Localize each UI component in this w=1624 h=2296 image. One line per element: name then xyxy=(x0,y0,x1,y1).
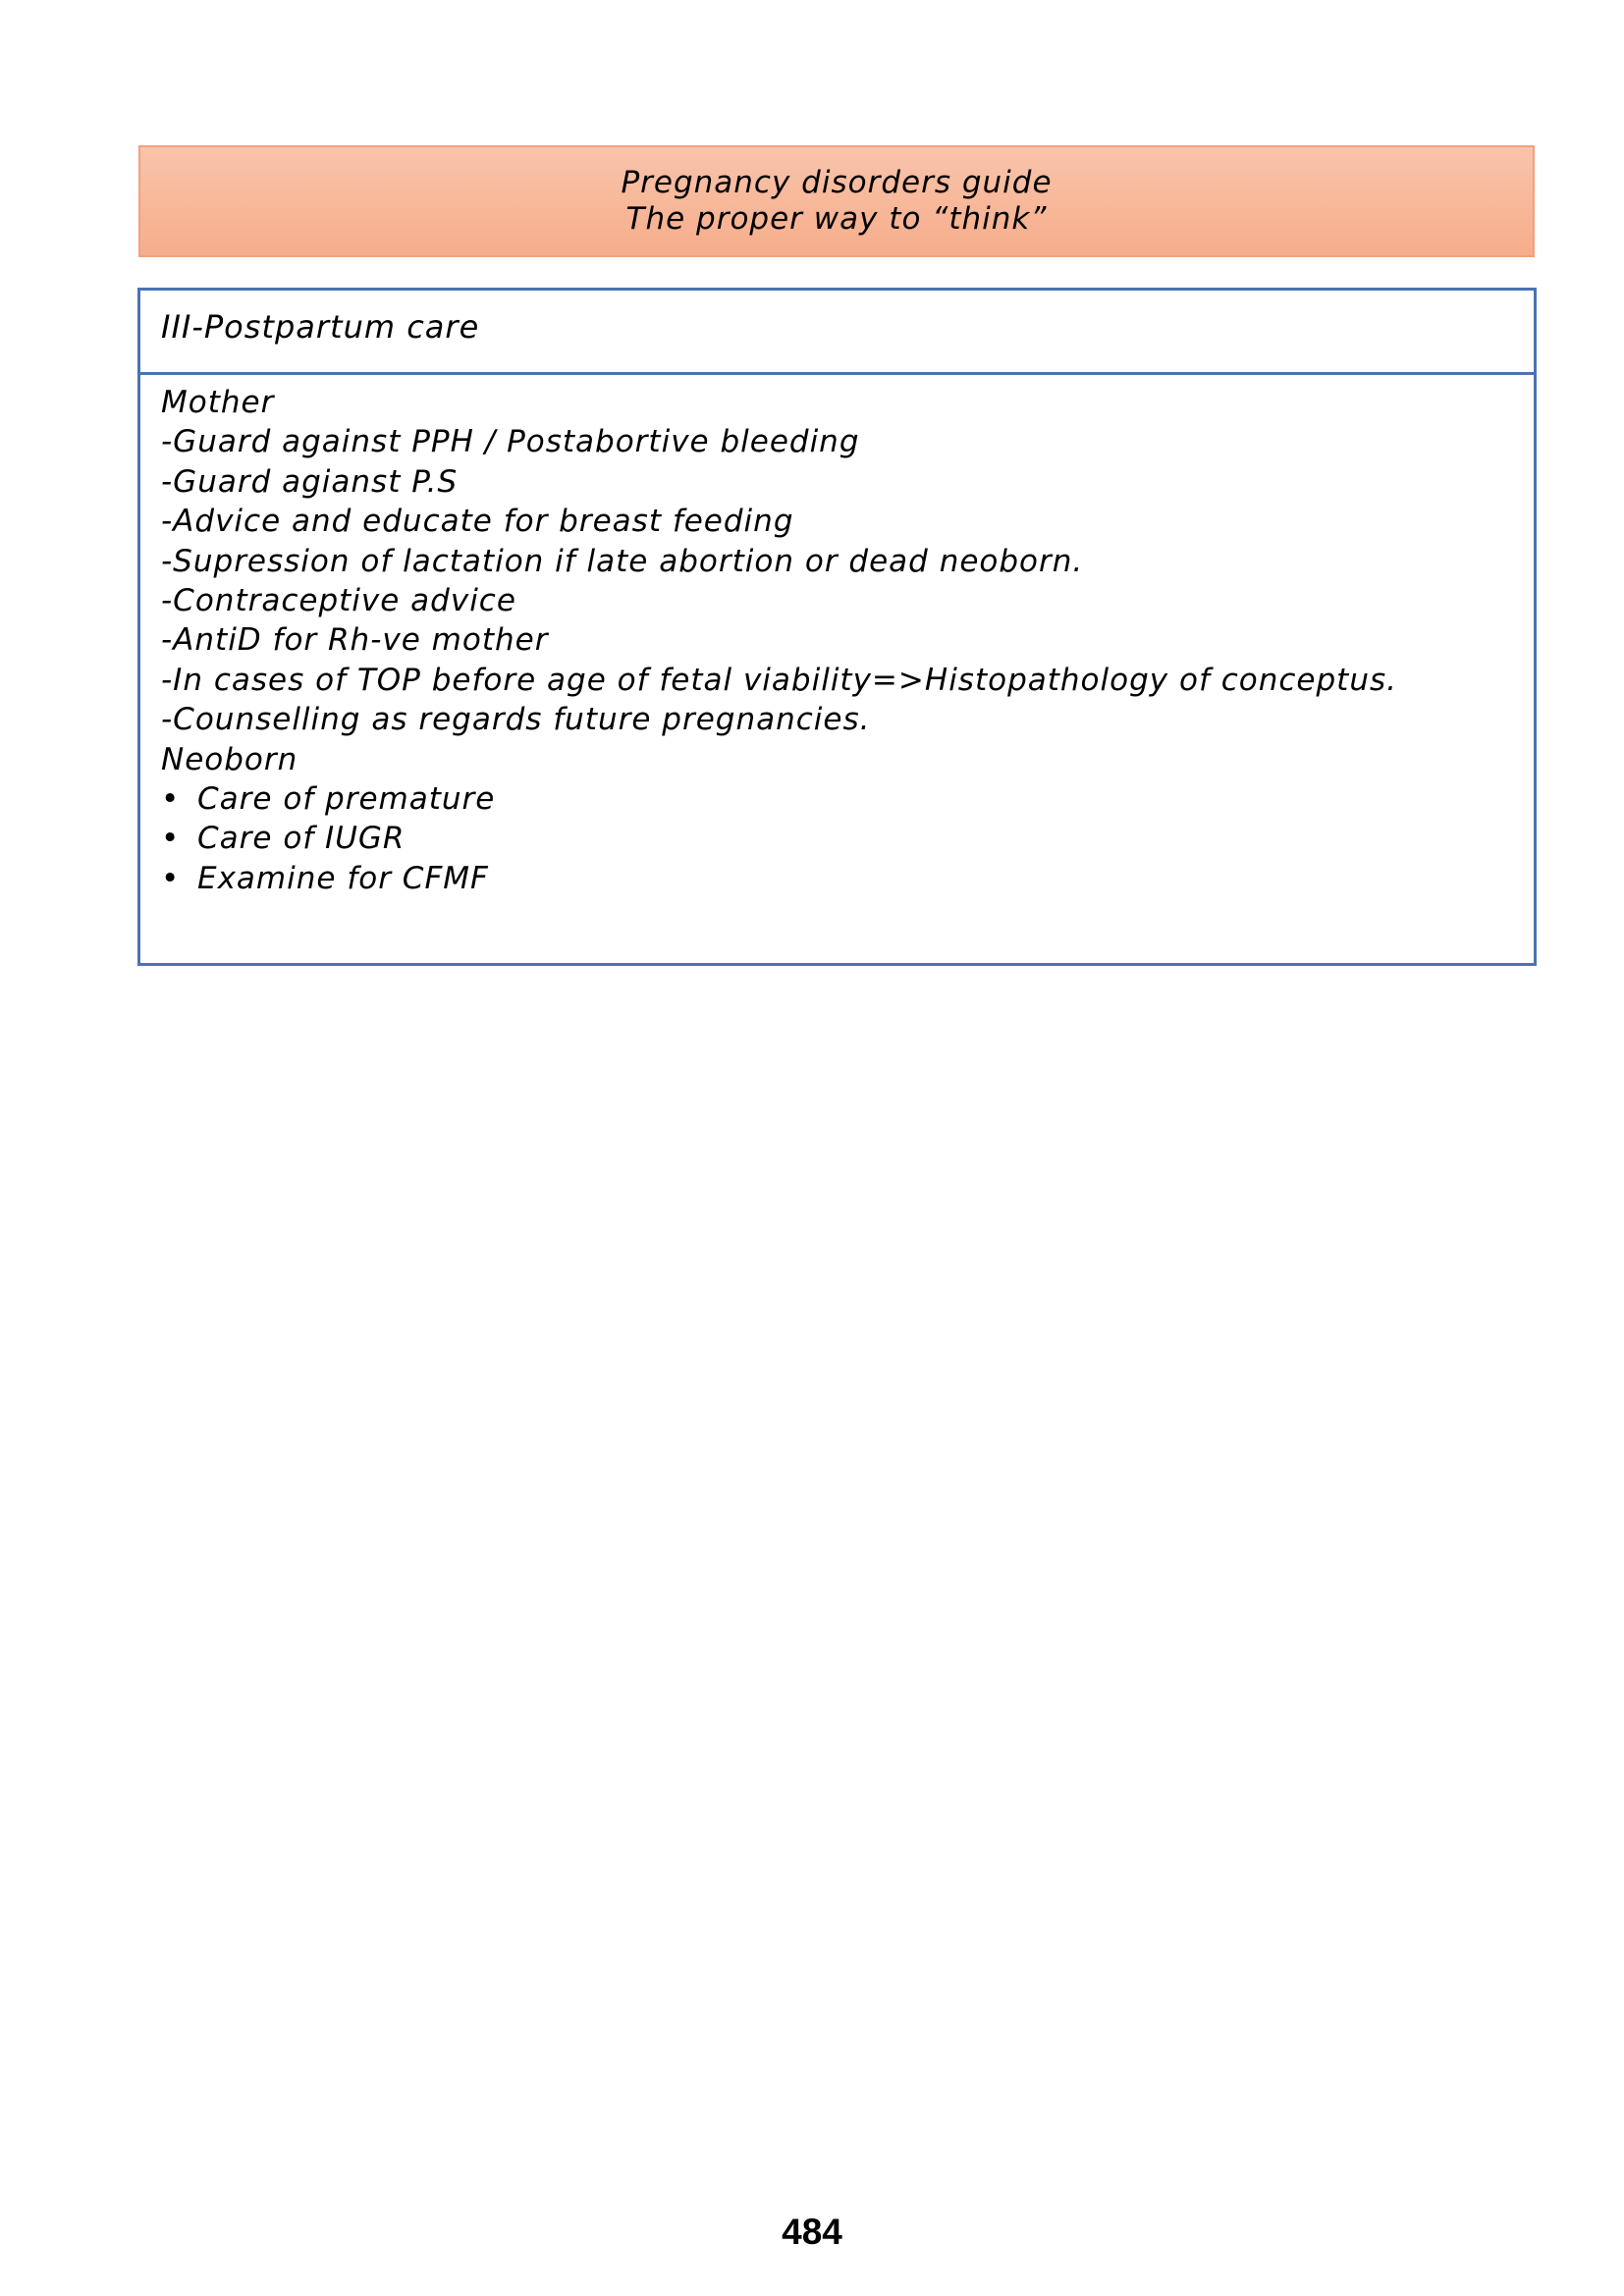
neoborn-list xyxy=(161,779,1534,898)
mother-item: -Supression of lactation if late abortion or dead neoborn. xyxy=(161,543,1084,579)
bullet-icon: • xyxy=(161,860,181,896)
neoborn-label: Neoborn xyxy=(161,741,298,777)
list-item xyxy=(161,859,1534,898)
mother-item: -Guard agianst P.S xyxy=(161,463,459,500)
mother-item: -Counselling as regards future pregnancies. xyxy=(161,702,871,738)
list-item-text: Care of premature xyxy=(197,781,496,818)
mother-item: -Advice and educate for breast feeding xyxy=(161,504,794,540)
bullet-icon: • xyxy=(161,781,181,818)
section-heading: III-Postpartum care xyxy=(140,291,1534,375)
header-banner xyxy=(138,145,1535,257)
list-item xyxy=(161,819,1534,858)
mother-item: -AntiD for Rh-ve mother xyxy=(161,622,549,659)
bullet-icon: • xyxy=(161,821,181,857)
mother-item: -Contraceptive advice xyxy=(161,583,516,619)
page-number: 484 xyxy=(782,2212,842,2252)
list-item-text: Care of IUGR xyxy=(197,821,406,857)
list-item-text: Examine for CFMF xyxy=(197,860,489,896)
header-subtitle: The proper way to “think” xyxy=(625,201,1048,237)
header-title: Pregnancy disorders guide xyxy=(621,165,1053,200)
list-item xyxy=(161,779,1534,819)
mother-label: Mother xyxy=(161,385,275,420)
section-body xyxy=(140,375,1534,898)
mother-item: -In cases of TOP before age of fetal viability=>Histopathology of conceptus. xyxy=(161,662,1397,698)
mother-item: -Guard against PPH / Postabortive bleeding xyxy=(161,424,860,460)
content-table xyxy=(137,288,1537,966)
